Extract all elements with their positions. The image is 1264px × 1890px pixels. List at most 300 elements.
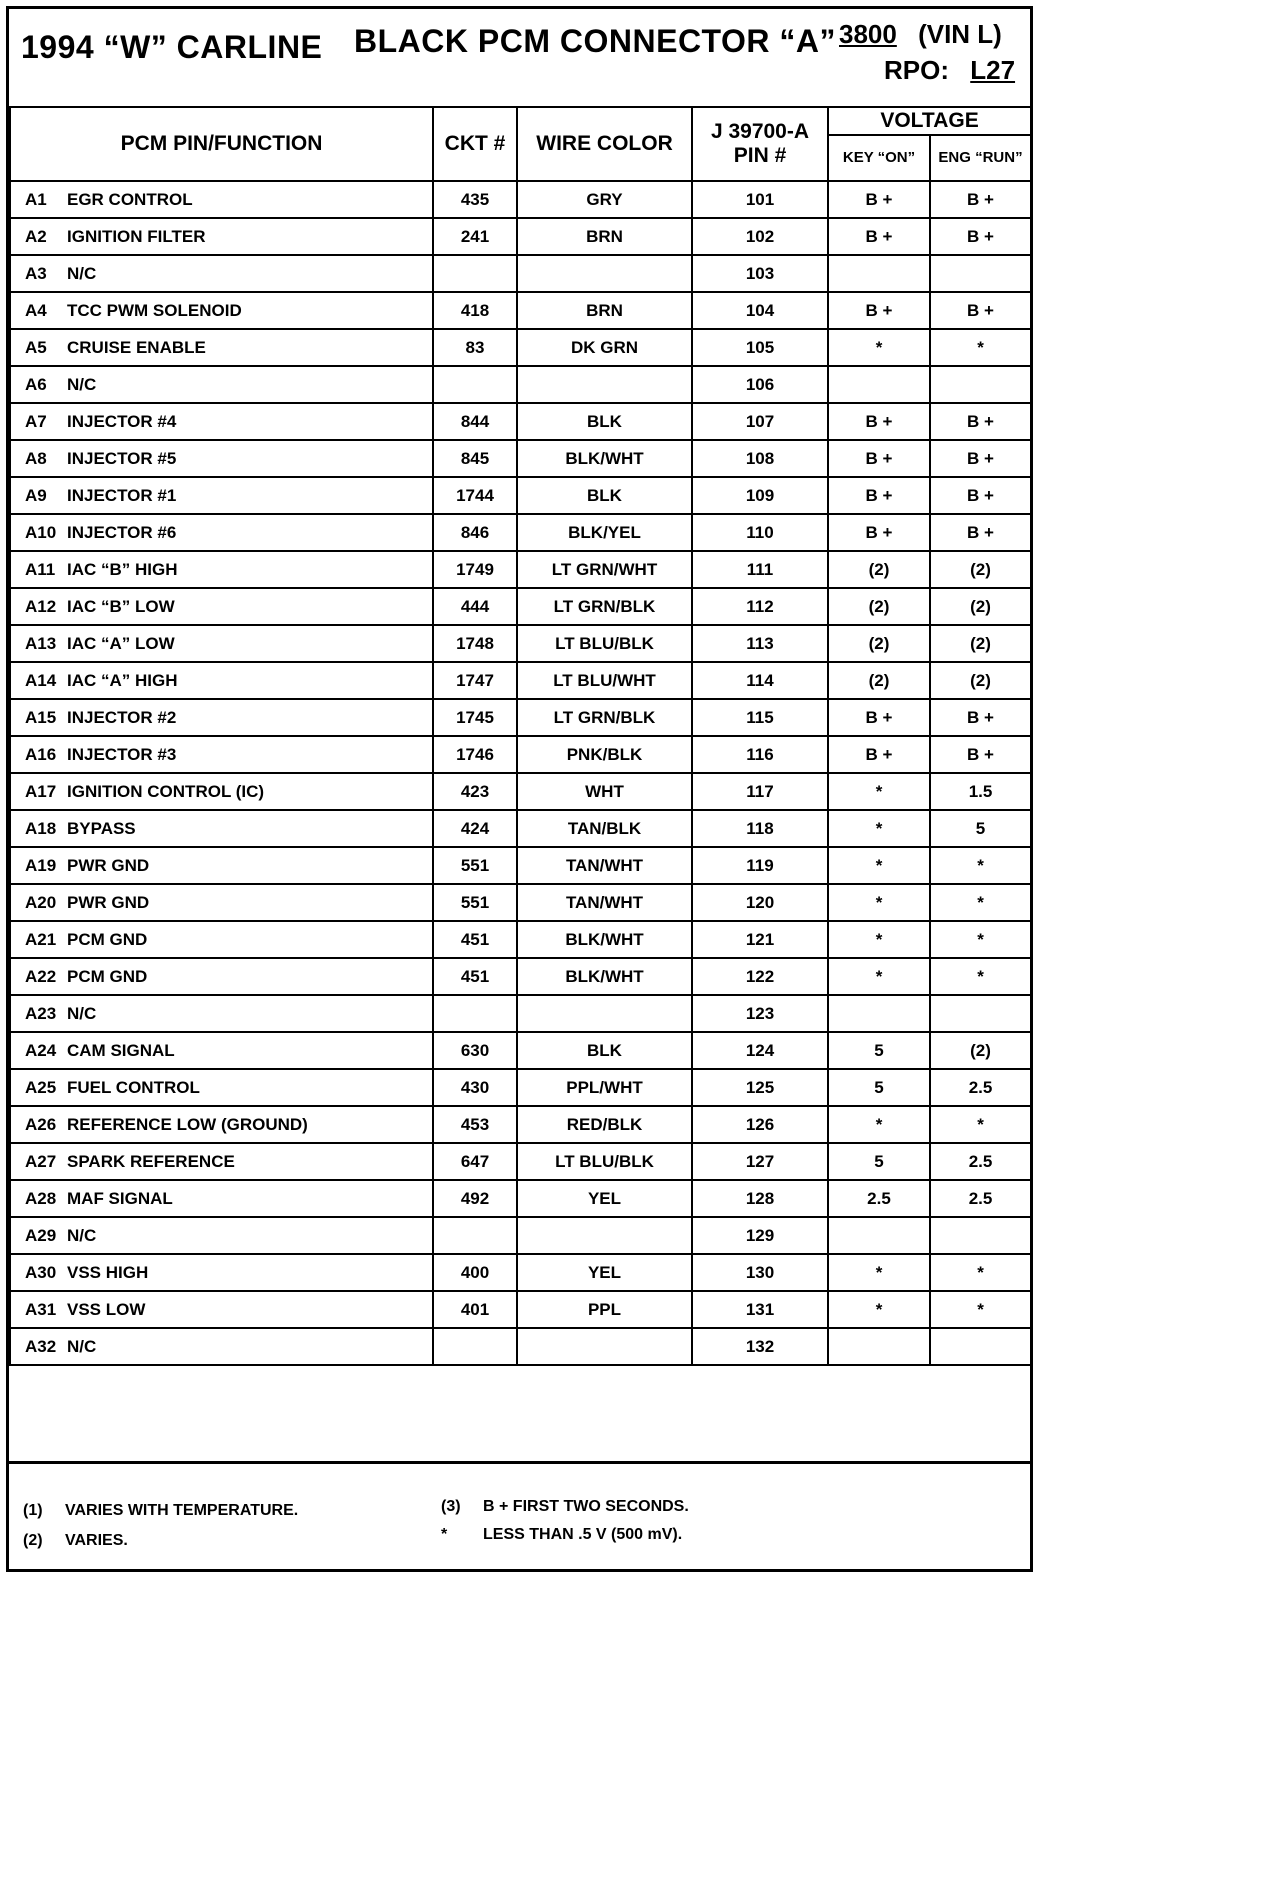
j-pin-cell: 114 <box>692 662 828 699</box>
pin-function-cell <box>10 773 433 810</box>
j-pin-cell: 130 <box>692 1254 828 1291</box>
ckt-cell: 1747 <box>433 662 517 699</box>
eng-run-voltage-cell: * <box>930 329 1031 366</box>
rpo-value: L27 <box>970 55 1016 85</box>
pin-function-cell <box>10 588 433 625</box>
wire-color-cell: BLK <box>517 1032 692 1069</box>
key-on-voltage-cell: * <box>828 884 930 921</box>
pin-function: IGNITION FILTER <box>67 226 206 246</box>
pin-function-cell <box>10 181 433 218</box>
pin-function-cell <box>10 958 433 995</box>
j-pin-cell: 102 <box>692 218 828 255</box>
pin-function: INJECTOR #4 <box>67 411 177 431</box>
key-on-voltage-cell: 2.5 <box>828 1180 930 1217</box>
eng-run-voltage-cell: * <box>930 847 1031 884</box>
eng-run-voltage-cell: (2) <box>930 588 1031 625</box>
wire-color-cell: WHT <box>517 773 692 810</box>
table-row <box>10 1180 1031 1217</box>
pin-function: IAC “B” HIGH <box>67 559 178 579</box>
eng-run-voltage-cell: B + <box>930 181 1031 218</box>
col-header-voltage: VOLTAGE <box>828 107 1031 135</box>
document-frame <box>6 6 1033 1572</box>
j-pin-cell: 112 <box>692 588 828 625</box>
pin-function-cell <box>10 995 433 1032</box>
pin-function-cell <box>10 218 433 255</box>
pin-function-cell <box>10 884 433 921</box>
key-on-voltage-cell: * <box>828 810 930 847</box>
table-row <box>10 366 1031 403</box>
wire-color-cell: PNK/BLK <box>517 736 692 773</box>
wire-color-cell: RED/BLK <box>517 1106 692 1143</box>
pin-function: INJECTOR #3 <box>67 744 177 764</box>
table-row <box>10 551 1031 588</box>
ckt-cell: 551 <box>433 847 517 884</box>
j-pin-cell: 123 <box>692 995 828 1032</box>
table-row <box>10 1143 1031 1180</box>
pin-function: MAF SIGNAL <box>67 1188 173 1208</box>
pin-id: A13 <box>25 633 57 653</box>
key-on-voltage-cell: B + <box>828 736 930 773</box>
footnote-2-text: VARIES. <box>65 1532 128 1549</box>
ckt-cell <box>433 995 517 1032</box>
pin-function: PCM GND <box>67 966 148 986</box>
key-on-voltage-cell: (2) <box>828 662 930 699</box>
ckt-cell: 492 <box>433 1180 517 1217</box>
table-row <box>10 1254 1031 1291</box>
eng-run-voltage-cell: 5 <box>930 810 1031 847</box>
ckt-cell: 418 <box>433 292 517 329</box>
ckt-cell: 551 <box>433 884 517 921</box>
table-row <box>10 1069 1031 1106</box>
eng-run-voltage-cell: B + <box>930 699 1031 736</box>
pin-function: TCC PWM SOLENOID <box>67 300 242 320</box>
footnote-3 <box>441 1498 689 1516</box>
key-on-voltage-cell: * <box>828 847 930 884</box>
j-pin-cell: 113 <box>692 625 828 662</box>
ckt-cell: 1749 <box>433 551 517 588</box>
ckt-cell <box>433 1217 517 1254</box>
document-header <box>9 9 1030 109</box>
pin-function: PCM GND <box>67 929 148 949</box>
footnote-1-key: (1) <box>23 1502 43 1519</box>
pin-id: A2 <box>25 226 47 246</box>
eng-run-voltage-cell: 1.5 <box>930 773 1031 810</box>
pin-id: A17 <box>25 781 57 801</box>
col-header-eng-run: ENG “RUN” <box>930 135 1031 181</box>
wire-color-cell: LT GRN/BLK <box>517 588 692 625</box>
j-pin-cell: 108 <box>692 440 828 477</box>
wire-color-cell <box>517 1328 692 1365</box>
ckt-cell: 453 <box>433 1106 517 1143</box>
col-header-key-on: KEY “ON” <box>828 135 930 181</box>
pin-id: A1 <box>25 189 47 209</box>
pin-function: REFERENCE LOW (GROUND) <box>67 1114 308 1134</box>
pin-function-cell <box>10 477 433 514</box>
wire-color-cell: BLK <box>517 477 692 514</box>
pin-function-cell <box>10 329 433 366</box>
pin-id: A23 <box>25 1003 57 1023</box>
table-row <box>10 181 1031 218</box>
ckt-cell: 647 <box>433 1143 517 1180</box>
wire-color-cell: LT BLU/WHT <box>517 662 692 699</box>
eng-run-voltage-cell: B + <box>930 736 1031 773</box>
eng-run-voltage-cell: B + <box>930 440 1031 477</box>
ckt-cell <box>433 255 517 292</box>
pin-function: N/C <box>67 374 97 394</box>
pin-function: INJECTOR #6 <box>67 522 177 542</box>
table-row <box>10 218 1031 255</box>
pin-function-cell <box>10 1217 433 1254</box>
j-pin-cell: 109 <box>692 477 828 514</box>
pin-id: A5 <box>25 337 47 357</box>
table-row <box>10 477 1031 514</box>
eng-run-voltage-cell: 2.5 <box>930 1180 1031 1217</box>
j-pin-cell: 131 <box>692 1291 828 1328</box>
wire-color-cell <box>517 366 692 403</box>
pin-id: A31 <box>25 1299 57 1319</box>
pin-rows <box>10 181 1031 1365</box>
eng-run-voltage-cell: (2) <box>930 551 1031 588</box>
table-row <box>10 958 1031 995</box>
pin-function-cell <box>10 847 433 884</box>
eng-run-voltage-cell <box>930 995 1031 1032</box>
pin-function-cell <box>10 921 433 958</box>
pin-function-cell <box>10 366 433 403</box>
pin-id: A19 <box>25 855 57 875</box>
ckt-cell: 846 <box>433 514 517 551</box>
rpo-info <box>884 55 1015 86</box>
table-row <box>10 440 1031 477</box>
pin-id: A22 <box>25 966 57 986</box>
key-on-voltage-cell: 5 <box>828 1032 930 1069</box>
col-header-wire: WIRE COLOR <box>517 107 692 181</box>
table-row <box>10 1032 1031 1069</box>
wire-color-cell: BRN <box>517 292 692 329</box>
col-header-ckt: CKT # <box>433 107 517 181</box>
pin-function: N/C <box>67 263 97 283</box>
pin-function: CRUISE ENABLE <box>67 337 206 357</box>
pin-function: INJECTOR #5 <box>67 448 177 468</box>
key-on-voltage-cell: B + <box>828 440 930 477</box>
ckt-cell: 423 <box>433 773 517 810</box>
key-on-voltage-cell <box>828 995 930 1032</box>
pin-id: A8 <box>25 448 47 468</box>
ckt-cell: 430 <box>433 1069 517 1106</box>
wire-color-cell: BLK/WHT <box>517 440 692 477</box>
j-pin-cell: 104 <box>692 292 828 329</box>
pin-id: A4 <box>25 300 47 320</box>
ckt-cell: 1745 <box>433 699 517 736</box>
pin-function: FUEL CONTROL <box>67 1077 200 1097</box>
ckt-cell: 844 <box>433 403 517 440</box>
pin-function-cell <box>10 440 433 477</box>
pin-function-cell <box>10 699 433 736</box>
eng-run-voltage-cell: B + <box>930 514 1031 551</box>
table-row <box>10 329 1031 366</box>
pin-table <box>9 106 1032 1366</box>
pin-function: SPARK REFERENCE <box>67 1151 235 1171</box>
key-on-voltage-cell: B + <box>828 181 930 218</box>
key-on-voltage-cell <box>828 1328 930 1365</box>
pin-id: A20 <box>25 892 57 912</box>
table-row <box>10 662 1031 699</box>
key-on-voltage-cell: * <box>828 1291 930 1328</box>
ckt-cell: 83 <box>433 329 517 366</box>
pin-id: A18 <box>25 818 57 838</box>
j-pin-cell: 116 <box>692 736 828 773</box>
eng-run-voltage-cell <box>930 1328 1031 1365</box>
eng-run-voltage-cell: B + <box>930 218 1031 255</box>
table-row <box>10 255 1031 292</box>
wire-color-cell: PPL/WHT <box>517 1069 692 1106</box>
j-pin-cell: 125 <box>692 1069 828 1106</box>
pin-id: A28 <box>25 1188 57 1208</box>
j-pin-cell: 126 <box>692 1106 828 1143</box>
pin-function-cell <box>10 255 433 292</box>
pin-function-cell <box>10 1106 433 1143</box>
eng-run-voltage-cell <box>930 1217 1031 1254</box>
j-pin-cell: 105 <box>692 329 828 366</box>
eng-run-voltage-cell: * <box>930 1291 1031 1328</box>
ckt-cell <box>433 366 517 403</box>
key-on-voltage-cell: * <box>828 329 930 366</box>
ckt-cell: 400 <box>433 1254 517 1291</box>
pin-id: A29 <box>25 1225 57 1245</box>
pin-function: INJECTOR #1 <box>67 485 177 505</box>
engine-info <box>839 19 1002 50</box>
pin-function-cell <box>10 625 433 662</box>
table-row <box>10 1106 1031 1143</box>
table-row <box>10 625 1031 662</box>
footnote-2 <box>23 1532 128 1550</box>
eng-run-voltage-cell: B + <box>930 477 1031 514</box>
key-on-voltage-cell <box>828 255 930 292</box>
j-pin-cell: 128 <box>692 1180 828 1217</box>
pin-function: IGNITION CONTROL (IC) <box>67 781 265 801</box>
footnote-1-text: VARIES WITH TEMPERATURE. <box>65 1502 299 1519</box>
ckt-cell: 241 <box>433 218 517 255</box>
ckt-cell: 630 <box>433 1032 517 1069</box>
pin-function: IAC “B” LOW <box>67 596 175 616</box>
eng-run-voltage-cell <box>930 366 1031 403</box>
pin-function-cell <box>10 1291 433 1328</box>
pin-id: A11 <box>25 559 56 579</box>
key-on-voltage-cell: B + <box>828 477 930 514</box>
eng-run-voltage-cell: 2.5 <box>930 1143 1031 1180</box>
pin-function-cell <box>10 736 433 773</box>
wire-color-cell <box>517 1217 692 1254</box>
wire-color-cell <box>517 995 692 1032</box>
ckt-cell: 401 <box>433 1291 517 1328</box>
table-row <box>10 514 1031 551</box>
pin-function: PWR GND <box>67 892 150 912</box>
pin-function: CAM SIGNAL <box>67 1040 175 1060</box>
ckt-cell <box>433 1328 517 1365</box>
footnote-1 <box>23 1502 298 1520</box>
eng-run-voltage-cell: (2) <box>930 1032 1031 1069</box>
pin-id: A27 <box>25 1151 57 1171</box>
ckt-cell: 451 <box>433 958 517 995</box>
key-on-voltage-cell: * <box>828 958 930 995</box>
j-pin-cell: 118 <box>692 810 828 847</box>
wire-color-cell: GRY <box>517 181 692 218</box>
j-pin-cell: 111 <box>692 551 828 588</box>
pin-function-cell <box>10 1254 433 1291</box>
table-row <box>10 1291 1031 1328</box>
j-pin-cell: 120 <box>692 884 828 921</box>
key-on-voltage-cell: * <box>828 1106 930 1143</box>
wire-color-cell: BLK/WHT <box>517 958 692 995</box>
pin-id: A10 <box>25 522 57 542</box>
key-on-voltage-cell <box>828 1217 930 1254</box>
footnote-3-key: (3) <box>441 1498 461 1515</box>
pin-function: VSS LOW <box>67 1299 146 1319</box>
j-pin-cell: 101 <box>692 181 828 218</box>
pin-id: A16 <box>25 744 57 764</box>
pin-function-cell <box>10 810 433 847</box>
pin-id: A32 <box>25 1336 57 1356</box>
carline-title: 1994 “W” CARLINE <box>21 29 323 65</box>
table-row <box>10 847 1031 884</box>
wire-color-cell: BRN <box>517 218 692 255</box>
pin-function: N/C <box>67 1003 97 1023</box>
ckt-cell: 1746 <box>433 736 517 773</box>
footnotes <box>9 1461 1030 1574</box>
table-row <box>10 736 1031 773</box>
eng-run-voltage-cell: 2.5 <box>930 1069 1031 1106</box>
j-pin-cell: 110 <box>692 514 828 551</box>
pin-function: BYPASS <box>67 818 136 838</box>
j-pin-cell: 119 <box>692 847 828 884</box>
pin-function-cell <box>10 1143 433 1180</box>
key-on-voltage-cell <box>828 366 930 403</box>
connector-title: BLACK PCM CONNECTOR “A” <box>354 23 837 59</box>
rpo-label: RPO: <box>884 55 949 85</box>
wire-color-cell: DK GRN <box>517 329 692 366</box>
pin-function-cell <box>10 551 433 588</box>
ckt-cell: 435 <box>433 181 517 218</box>
table-row <box>10 773 1031 810</box>
table-row <box>10 403 1031 440</box>
pin-function: N/C <box>67 1336 97 1356</box>
pin-function: N/C <box>67 1225 97 1245</box>
table-row <box>10 995 1031 1032</box>
wire-color-cell: LT GRN/BLK <box>517 699 692 736</box>
pin-function-cell <box>10 514 433 551</box>
table-row <box>10 921 1031 958</box>
pin-function-cell <box>10 1069 433 1106</box>
pin-function-cell <box>10 1180 433 1217</box>
pin-function-cell <box>10 403 433 440</box>
j-pin-cell: 107 <box>692 403 828 440</box>
eng-run-voltage-cell <box>930 255 1031 292</box>
pin-function: IAC “A” HIGH <box>67 670 178 690</box>
key-on-voltage-cell: B + <box>828 403 930 440</box>
wire-color-cell <box>517 255 692 292</box>
j-pin-cell: 129 <box>692 1217 828 1254</box>
wire-color-cell: LT BLU/BLK <box>517 625 692 662</box>
eng-run-voltage-cell: B + <box>930 292 1031 329</box>
pin-function: IAC “A” LOW <box>67 633 175 653</box>
key-on-voltage-cell: * <box>828 1254 930 1291</box>
table-row <box>10 292 1031 329</box>
vin-code: (VIN L) <box>918 19 1002 49</box>
pin-function-cell <box>10 662 433 699</box>
j-pin-cell: 132 <box>692 1328 828 1365</box>
eng-run-voltage-cell: * <box>930 884 1031 921</box>
pin-id: A21 <box>25 929 57 949</box>
pin-id: A3 <box>25 263 47 283</box>
footnote-star-key: * <box>441 1526 448 1543</box>
ckt-cell: 424 <box>433 810 517 847</box>
key-on-voltage-cell: (2) <box>828 625 930 662</box>
pin-id: A7 <box>25 411 47 431</box>
wire-color-cell: TAN/BLK <box>517 810 692 847</box>
wire-color-cell: BLK/YEL <box>517 514 692 551</box>
eng-run-voltage-cell: B + <box>930 403 1031 440</box>
pin-id: A15 <box>25 707 57 727</box>
j-pin-cell: 124 <box>692 1032 828 1069</box>
footnote-star-text: LESS THAN .5 V (500 mV). <box>483 1526 683 1543</box>
table-row <box>10 699 1031 736</box>
ckt-cell: 845 <box>433 440 517 477</box>
ckt-cell: 1748 <box>433 625 517 662</box>
key-on-voltage-cell: 5 <box>828 1143 930 1180</box>
pin-function: PWR GND <box>67 855 150 875</box>
j-pin-cell: 122 <box>692 958 828 995</box>
j-pin-cell: 121 <box>692 921 828 958</box>
table-row <box>10 810 1031 847</box>
pin-function: INJECTOR #2 <box>67 707 177 727</box>
wire-color-cell: YEL <box>517 1254 692 1291</box>
pin-id: A14 <box>25 670 57 690</box>
eng-run-voltage-cell: * <box>930 958 1031 995</box>
key-on-voltage-cell: (2) <box>828 551 930 588</box>
table-row <box>10 884 1031 921</box>
footnote-star <box>441 1526 682 1544</box>
wire-color-cell: PPL <box>517 1291 692 1328</box>
table-row <box>10 1328 1031 1365</box>
pin-function-cell <box>10 1328 433 1365</box>
eng-run-voltage-cell: * <box>930 1254 1031 1291</box>
ckt-cell: 451 <box>433 921 517 958</box>
key-on-voltage-cell: * <box>828 921 930 958</box>
wire-color-cell: BLK/WHT <box>517 921 692 958</box>
key-on-voltage-cell: (2) <box>828 588 930 625</box>
wire-color-cell: LT BLU/BLK <box>517 1143 692 1180</box>
col-header-function: PCM PIN/FUNCTION <box>10 107 433 181</box>
footnote-3-text: B + FIRST TWO SECONDS. <box>483 1498 689 1515</box>
table-row <box>10 1217 1031 1254</box>
pin-id: A12 <box>25 596 57 616</box>
j-pin-cell: 127 <box>692 1143 828 1180</box>
key-on-voltage-cell: B + <box>828 699 930 736</box>
pin-id: A25 <box>25 1077 57 1097</box>
pin-id: A6 <box>25 374 47 394</box>
eng-run-voltage-cell: * <box>930 1106 1031 1143</box>
eng-run-voltage-cell: * <box>930 921 1031 958</box>
pin-id: A30 <box>25 1262 57 1282</box>
pin-id: A24 <box>25 1040 57 1060</box>
ckt-cell: 1744 <box>433 477 517 514</box>
wire-color-cell: LT GRN/WHT <box>517 551 692 588</box>
engine-code: 3800 <box>839 19 897 49</box>
j-pin-cell: 117 <box>692 773 828 810</box>
footnote-2-key: (2) <box>23 1532 43 1549</box>
pin-id: A26 <box>25 1114 57 1134</box>
wire-color-cell: TAN/WHT <box>517 884 692 921</box>
pin-function: VSS HIGH <box>67 1262 149 1282</box>
